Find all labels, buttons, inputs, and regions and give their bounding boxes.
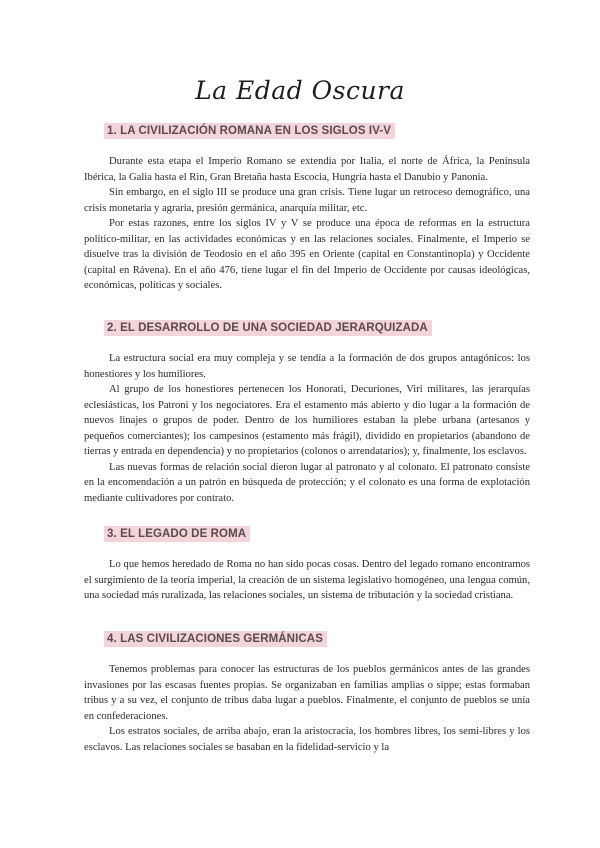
section-heading: 4. LAS CIVILIZACIONES GERMÁNICAS	[104, 631, 327, 647]
section-3	[84, 524, 530, 604]
paragraph: La estructura social era muy compleja y se tendía a la formación de dos grupos antagónicos: los honestiores y los humiliores.	[84, 353, 530, 380]
section-2	[84, 318, 530, 506]
paragraph: Sin embargo, en el siglo III se produce una gran crisis. Tiene lugar un retroceso demográfico, una crisis monetaria y agraria, presión germánica, anarquía militar, etc.	[84, 187, 530, 214]
paragraph: Durante esta etapa el Imperio Romano se extendía por Italia, el norte de África, la Península Ibérica, la Galia hasta el Rin, Gran Bretaña hasta Escocia, Hungría hasta el Danubio y Panonia.	[84, 156, 530, 183]
section-4	[84, 629, 530, 755]
paragraph: Los estratos sociales, de arriba abajo, eran la aristocracia, los hombres libres, los semi-libres y los esclavos. Las relaciones sociales se basaban en la fidelidad-servicio y la	[84, 726, 530, 753]
section-heading: 2. EL DESARROLLO DE UNA SOCIEDAD JERARQUIZADA	[104, 320, 432, 336]
section-heading: 3. EL LEGADO DE ROMA	[104, 526, 250, 542]
paragraph: Lo que hemos heredado de Roma no han sido pocas cosas. Dentro del legado romano encontramos el surgimiento de la teoría imperial, la creación de un sistema legislativo homogéneo, una lengua común, una sociedad más ruralizada, las relaciones sociales, un sistema de tributación y la sociedad cristiana.	[84, 559, 530, 601]
document-title: La Edad Oscura	[195, 76, 405, 105]
paragraph: Tenemos problemas para conocer las estructuras de los pueblos germánicos antes de las grandes invasiones por las escasas fuentes propias. Se organizaban en familias amplias o sippe; estas formaban tribus y a su vez, el conjunto de tribus daba lugar a pueblos. Finalmente, el conjunto de pueblos se unía en confederaciones.	[84, 664, 530, 722]
paragraph: Al grupo de los honestiores pertenecen los Honorati, Decuriones, Viri militares, las jerarquías eclesiásticas, los Patroni y los negociatores. Era el estamento más abierto y dio lugar a la formación de nuevos linajes o grupos de poder. Dentro de los humiliores estaban la plebe urbana (artesanos y pequeños comerciantes); los campesinos (estamento más frágil), dividido en propietarios (abandono de tierras y entrada en dependencia) y no propietarios (colonos o arrendatarios); y, finalmente, los esclavos.	[84, 384, 530, 457]
paragraph: Las nuevas formas de relación social dieron lugar al patronato y al colonato. El patronato consiste en la encomendación a un patrón en búsqueda de protección; y el colonato es una forma de explotación mediante cultivadores por contrato.	[84, 461, 530, 504]
paragraph: Por estas razones, entre los siglos IV y V se produce una época de reformas en la estructura político-militar, en las actividades económicas y en las relaciones sociales. Finalmente, el Imperio se disuelve tras la división de Teodosio en el año 395 en Oriente (capital en Constantinopla) y Occidente (capital en Rávena). En el año 476, tiene lugar el fin del Imperio de Occidente por causas ideológicas, económicas, políticas y sociales.	[84, 218, 530, 291]
section-heading: 1. LA CIVILIZACIÓN ROMANA EN LOS SIGLOS IV-V	[104, 123, 395, 139]
section-1	[84, 121, 530, 294]
